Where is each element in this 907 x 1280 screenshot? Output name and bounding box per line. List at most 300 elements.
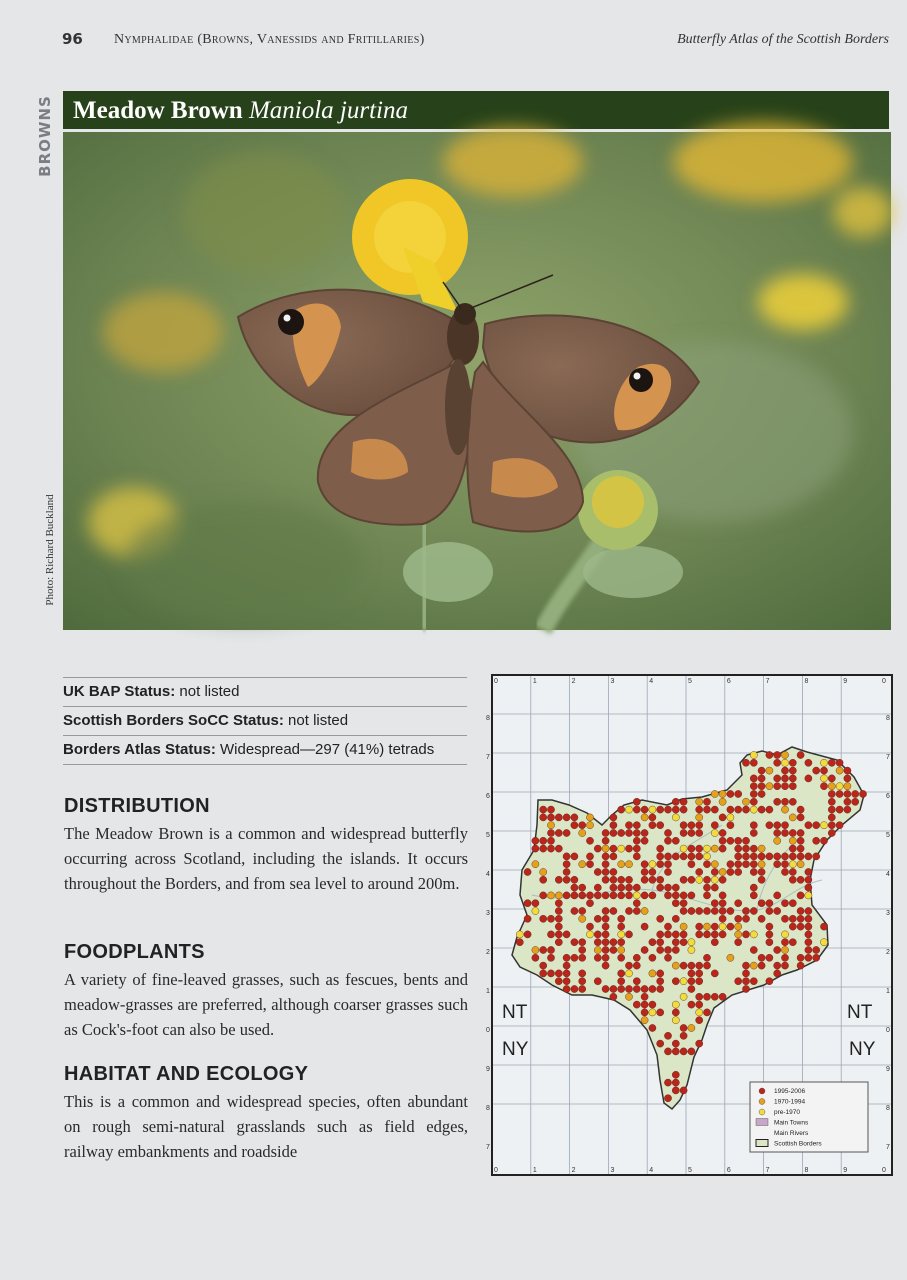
record-dot <box>680 931 687 938</box>
record-dot <box>672 1009 679 1016</box>
record-dot <box>672 978 679 985</box>
record-dot <box>750 892 757 899</box>
record-dot <box>571 822 578 829</box>
record-dot <box>532 900 539 907</box>
record-dot <box>633 892 640 899</box>
record-dot <box>781 962 788 969</box>
record-dot <box>625 822 632 829</box>
grid-label-top: 6 <box>726 678 731 685</box>
record-dot <box>657 853 664 860</box>
ref-nt-right: NT <box>847 1002 873 1023</box>
grid-label-bottom: 9 <box>843 1167 848 1174</box>
record-dot <box>516 939 523 946</box>
legend-dot <box>759 1109 765 1115</box>
grid-label-left: 3 <box>486 910 490 917</box>
record-dot <box>820 837 827 844</box>
legend-label: 1970-1994 <box>774 1098 806 1106</box>
record-dot <box>649 868 656 875</box>
record-dot <box>711 939 718 946</box>
record-dot <box>789 798 796 805</box>
record-dot <box>750 775 757 782</box>
record-dot <box>696 876 703 883</box>
record-dot <box>727 790 734 797</box>
record-dot <box>844 767 851 774</box>
record-dot <box>680 923 687 930</box>
record-dot <box>688 1024 695 1031</box>
grid-label-right: 4 <box>886 871 890 878</box>
grid-label-top: 0 <box>494 678 498 685</box>
record-dot <box>735 837 742 844</box>
record-dot <box>641 907 648 914</box>
record-dot <box>641 806 648 813</box>
record-dot <box>532 946 539 953</box>
record-dot <box>797 892 804 899</box>
grid-label-bottom: 7 <box>765 1167 770 1174</box>
record-dot <box>828 790 835 797</box>
record-dot <box>547 837 554 844</box>
record-dot <box>672 1040 679 1047</box>
record-dot <box>735 923 742 930</box>
record-dot <box>797 876 804 883</box>
grid-label-top: 7 <box>765 678 770 685</box>
record-dot <box>781 775 788 782</box>
record-dot <box>727 954 734 961</box>
grid-label-top: 5 <box>688 678 692 685</box>
grid-label-right: 0 <box>886 1027 890 1034</box>
record-dot <box>828 806 835 813</box>
record-dot <box>664 868 671 875</box>
record-dot <box>602 837 609 844</box>
grid-label-bottom: 3 <box>610 1167 615 1174</box>
record-dot <box>633 954 640 961</box>
record-dot <box>696 814 703 821</box>
grid-label-left: 5 <box>486 832 490 839</box>
record-dot <box>625 884 632 891</box>
record-dot <box>774 907 781 914</box>
record-dot <box>602 915 609 922</box>
record-dot <box>664 931 671 938</box>
record-dot <box>563 892 570 899</box>
record-dot <box>602 845 609 852</box>
status-row-atlas <box>63 736 467 765</box>
record-dot <box>813 946 820 953</box>
record-dot <box>657 946 664 953</box>
grid-label-bottom: 1 <box>532 1167 537 1174</box>
record-dot <box>859 790 866 797</box>
record-dot <box>618 946 625 953</box>
record-dot <box>805 822 812 829</box>
grid-label-top: 3 <box>610 678 615 685</box>
record-dot <box>820 775 827 782</box>
record-dot <box>852 790 859 797</box>
record-dot <box>602 853 609 860</box>
record-dot <box>610 939 617 946</box>
record-dot <box>657 876 664 883</box>
record-dot <box>618 876 625 883</box>
record-dot <box>696 1040 703 1047</box>
record-dot <box>696 907 703 914</box>
record-dot <box>719 814 726 821</box>
record-dot <box>547 845 554 852</box>
record-dot <box>579 829 586 836</box>
record-dot <box>664 861 671 868</box>
record-dot <box>688 829 695 836</box>
grid-label-left: 9 <box>486 1066 490 1073</box>
record-dot <box>789 814 796 821</box>
record-dot <box>696 822 703 829</box>
record-dot <box>532 954 539 961</box>
record-dot <box>547 829 554 836</box>
record-dot <box>657 939 664 946</box>
record-dot <box>805 915 812 922</box>
record-dot <box>805 876 812 883</box>
record-dot <box>774 775 781 782</box>
record-dot <box>750 931 757 938</box>
record-dot <box>836 767 843 774</box>
record-dot <box>789 783 796 790</box>
record-dot <box>579 907 586 914</box>
record-dot <box>641 814 648 821</box>
record-dot <box>664 892 671 899</box>
record-dot <box>633 845 640 852</box>
record-dot <box>555 907 562 914</box>
record-dot <box>703 884 710 891</box>
record-dot <box>641 1009 648 1016</box>
grid-label-top: 8 <box>804 678 809 685</box>
record-dot <box>610 829 617 836</box>
record-dot <box>688 985 695 992</box>
grid-label-left: 1 <box>486 988 490 995</box>
record-dot <box>625 829 632 836</box>
record-dot <box>594 915 601 922</box>
grid-label-top: 2 <box>571 678 576 685</box>
record-dot <box>781 853 788 860</box>
record-dot <box>657 822 664 829</box>
legend-swatch <box>756 1119 768 1126</box>
record-dot <box>594 845 601 852</box>
record-dot <box>625 962 632 969</box>
record-dot <box>524 900 531 907</box>
record-dot <box>781 868 788 875</box>
record-dot <box>594 884 601 891</box>
record-dot <box>711 822 718 829</box>
record-dot <box>641 837 648 844</box>
status-label: Borders Atlas Status: <box>63 741 216 758</box>
record-dot <box>742 845 749 852</box>
record-dot <box>602 985 609 992</box>
record-dot <box>664 837 671 844</box>
record-dot <box>680 806 687 813</box>
record-dot <box>664 884 671 891</box>
record-dot <box>657 1040 664 1047</box>
record-dot <box>633 985 640 992</box>
record-dot <box>579 892 586 899</box>
record-dot <box>719 915 726 922</box>
record-dot <box>571 814 578 821</box>
record-dot <box>719 790 726 797</box>
habitat-text: This is a common and widespread species, often abundant on rough semi-natural grasslands such as field edges, railway embankments and roadside <box>64 1092 468 1161</box>
record-dot <box>696 853 703 860</box>
record-dot <box>610 822 617 829</box>
record-dot <box>813 837 820 844</box>
habitat-heading: HABITAT AND ECOLOGY <box>64 1063 309 1085</box>
grid-label-top: 9 <box>843 678 848 685</box>
record-dot <box>805 892 812 899</box>
record-dot <box>625 861 632 868</box>
record-dot <box>719 876 726 883</box>
record-dot <box>711 861 718 868</box>
record-dot <box>579 884 586 891</box>
record-dot <box>633 907 640 914</box>
record-dot <box>735 978 742 985</box>
record-dot <box>602 829 609 836</box>
record-dot <box>774 751 781 758</box>
record-dot <box>711 900 718 907</box>
record-dot <box>664 1032 671 1039</box>
record-dot <box>657 915 664 922</box>
grid-label-right: 1 <box>886 988 890 995</box>
record-dot <box>774 853 781 860</box>
record-dot <box>719 868 726 875</box>
record-dot <box>633 884 640 891</box>
record-dot <box>602 923 609 930</box>
record-dot <box>781 798 788 805</box>
record-dot <box>680 962 687 969</box>
record-dot <box>610 907 617 914</box>
record-dot <box>750 907 757 914</box>
record-dot <box>649 814 656 821</box>
record-dot <box>657 970 664 977</box>
record-dot <box>789 900 796 907</box>
record-dot <box>649 806 656 813</box>
record-dot <box>844 783 851 790</box>
record-dot <box>547 915 554 922</box>
record-dot <box>563 985 570 992</box>
record-dot <box>594 978 601 985</box>
record-dot <box>579 939 586 946</box>
record-dot <box>836 822 843 829</box>
record-dot <box>680 1032 687 1039</box>
record-dot <box>555 892 562 899</box>
record-dot <box>516 931 523 938</box>
record-dot <box>750 798 757 805</box>
record-dot <box>758 853 765 860</box>
record-dot <box>610 946 617 953</box>
foodplants-heading: FOODPLANTS <box>64 941 205 963</box>
record-dot <box>703 806 710 813</box>
record-dot <box>672 1071 679 1078</box>
record-dot <box>766 822 773 829</box>
book-title: Butterfly Atlas of the Scottish Borders <box>677 32 889 47</box>
record-dot <box>797 915 804 922</box>
record-dot <box>828 798 835 805</box>
record-dot <box>828 822 835 829</box>
record-dot <box>672 853 679 860</box>
record-dot <box>555 978 562 985</box>
record-dot <box>649 822 656 829</box>
record-dot <box>766 806 773 813</box>
record-dot <box>766 751 773 758</box>
record-dot <box>579 954 586 961</box>
record-dot <box>805 939 812 946</box>
record-dot <box>547 954 554 961</box>
record-dot <box>766 853 773 860</box>
record-dot <box>696 931 703 938</box>
record-dot <box>781 939 788 946</box>
grid-label-right: 5 <box>886 832 890 839</box>
record-dot <box>664 853 671 860</box>
record-dot <box>805 954 812 961</box>
record-dot <box>719 907 726 914</box>
record-dot <box>742 806 749 813</box>
record-dot <box>664 923 671 930</box>
record-dot <box>618 923 625 930</box>
record-dot <box>750 946 757 953</box>
page-number: 96 <box>62 30 83 48</box>
record-dot <box>758 806 765 813</box>
record-dot <box>789 775 796 782</box>
record-dot <box>844 798 851 805</box>
record-dot <box>742 853 749 860</box>
ref-nt-left: NT <box>502 1002 528 1023</box>
record-dot <box>758 845 765 852</box>
record-dot <box>540 845 547 852</box>
record-dot <box>618 892 625 899</box>
record-dot <box>540 806 547 813</box>
record-dot <box>813 822 820 829</box>
record-dot <box>836 759 843 766</box>
record-dot <box>680 900 687 907</box>
record-dot <box>625 985 632 992</box>
record-dot <box>789 915 796 922</box>
record-dot <box>672 884 679 891</box>
record-dot <box>680 845 687 852</box>
record-dot <box>680 1024 687 1031</box>
record-dot <box>563 970 570 977</box>
record-dot <box>805 946 812 953</box>
record-dot <box>719 829 726 836</box>
record-dot <box>758 954 765 961</box>
record-dot <box>672 814 679 821</box>
record-dot <box>766 900 773 907</box>
record-dot <box>750 868 757 875</box>
ref-ny-left: NY <box>502 1039 529 1060</box>
record-dot <box>657 845 664 852</box>
grid-label-bottom: 5 <box>688 1167 692 1174</box>
record-dot <box>844 790 851 797</box>
record-dot <box>649 939 656 946</box>
record-dot <box>750 853 757 860</box>
record-dot <box>688 861 695 868</box>
running-title: Nymphalidae (Browns, Vanessids and Fritillaries) <box>114 32 425 47</box>
record-dot <box>579 822 586 829</box>
record-dot <box>610 892 617 899</box>
record-dot <box>633 837 640 844</box>
record-dot <box>711 876 718 883</box>
record-dot <box>727 837 734 844</box>
record-dot <box>766 767 773 774</box>
record-dot <box>547 892 554 899</box>
record-dot <box>696 1009 703 1016</box>
record-dot <box>781 767 788 774</box>
record-dot <box>657 806 664 813</box>
record-dot <box>688 970 695 977</box>
record-dot <box>657 1009 664 1016</box>
record-dot <box>618 845 625 852</box>
record-dot <box>813 853 820 860</box>
record-dot <box>781 931 788 938</box>
distribution-map-svg <box>486 675 892 1175</box>
record-dot <box>586 861 593 868</box>
record-dot <box>571 939 578 946</box>
record-dot <box>820 783 827 790</box>
record-dot <box>711 931 718 938</box>
record-dot <box>688 1048 695 1055</box>
record-dot <box>789 939 796 946</box>
record-dot <box>555 923 562 930</box>
legend-dot <box>759 1088 765 1094</box>
record-dot <box>711 884 718 891</box>
grid-label-right: 3 <box>886 910 890 917</box>
record-dot <box>540 915 547 922</box>
record-dot <box>696 829 703 836</box>
record-dot <box>735 806 742 813</box>
record-dot <box>688 853 695 860</box>
record-dot <box>789 861 796 868</box>
record-dot <box>696 806 703 813</box>
record-dot <box>532 837 539 844</box>
record-dot <box>680 907 687 914</box>
record-dot <box>703 853 710 860</box>
record-dot <box>540 814 547 821</box>
record-dot <box>664 946 671 953</box>
record-dot <box>719 837 726 844</box>
record-dot <box>680 876 687 883</box>
record-dot <box>618 915 625 922</box>
record-dot <box>657 978 664 985</box>
record-dot <box>703 907 710 914</box>
record-dot <box>727 814 734 821</box>
record-dot <box>750 790 757 797</box>
record-dot <box>641 1001 648 1008</box>
record-dot <box>563 829 570 836</box>
record-dot <box>649 892 656 899</box>
record-dot <box>797 861 804 868</box>
record-dot <box>649 985 656 992</box>
record-dot <box>696 993 703 1000</box>
record-dot <box>594 954 601 961</box>
record-dot <box>703 923 710 930</box>
grid-label-bottom: 6 <box>726 1167 731 1174</box>
record-dot <box>680 798 687 805</box>
record-dot <box>758 775 765 782</box>
record-dot <box>696 923 703 930</box>
grid-label-right: 8 <box>886 1105 890 1112</box>
record-dot <box>625 970 632 977</box>
butterfly-photo-illustration <box>63 132 891 630</box>
record-dot <box>828 814 835 821</box>
record-dot <box>797 837 804 844</box>
record-dot <box>602 907 609 914</box>
grid-label-bottom: 8 <box>804 1167 809 1174</box>
record-dot <box>618 954 625 961</box>
record-dot <box>579 861 586 868</box>
record-dot <box>680 1048 687 1055</box>
legend-label: Main Rivers <box>774 1130 809 1137</box>
record-dot <box>820 923 827 930</box>
status-value: not listed <box>179 683 240 700</box>
distribution-heading: DISTRIBUTION <box>64 795 210 817</box>
